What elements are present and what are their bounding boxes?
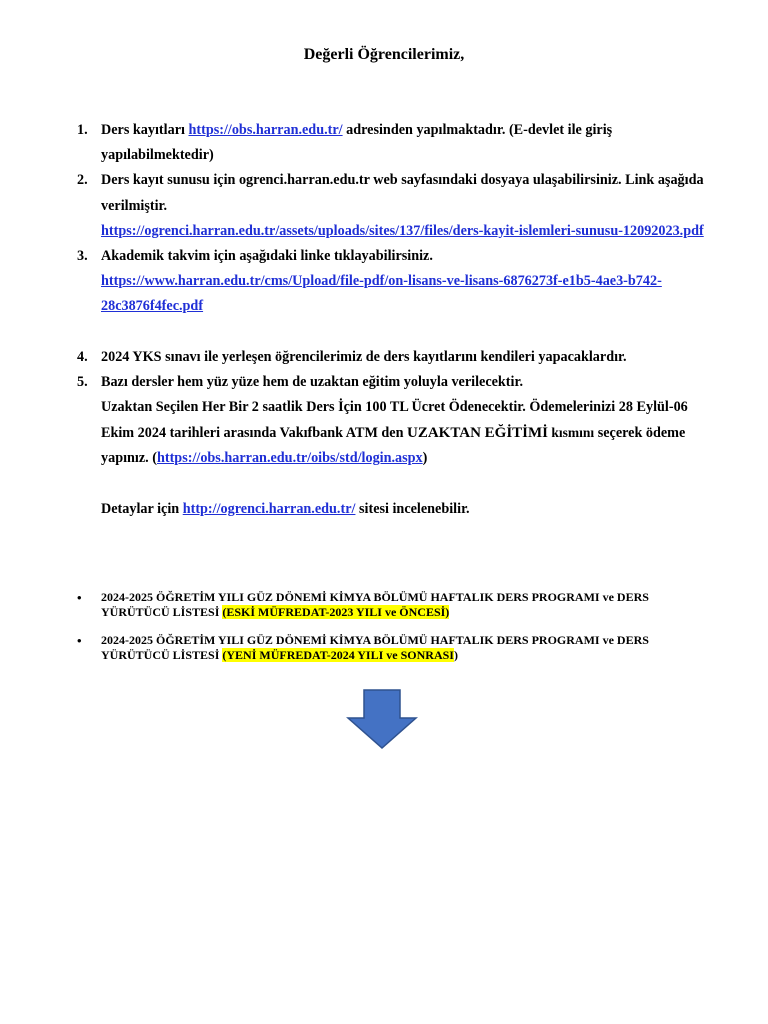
academic-calendar-link[interactable]: https://www.harran.edu.tr/cms/Upload/file-pdf/on-lisans-ve-lisans-6876273f-e1b5-4ae3-b742-28c3876f4fec.pdf	[101, 273, 662, 315]
item-number: 5.	[77, 373, 88, 390]
schedule-item-new-curriculum	[77, 633, 711, 663]
item-text: 2024 YKS sınavı ile yerleşen öğrencilerimiz de ders kayıtlarını kendileri yapacaklardır.	[101, 348, 627, 365]
item-number: 1.	[77, 122, 88, 138]
schedule-list	[77, 590, 711, 676]
student-site-link[interactable]: http://ogrenci.harran.edu.tr/	[182, 500, 356, 517]
item-number: 4.	[77, 348, 88, 365]
bullet-icon: •	[77, 633, 82, 648]
schedule-text-tail: )	[453, 648, 458, 662]
highlighted-text: (ESKİ MÜFREDAT-2023 YILI ve ÖNCESİ)	[222, 605, 450, 619]
details-text: sitesi incelenebilir.	[355, 500, 470, 517]
distance-education-label: UZAKTAN EĞİTİMİ	[407, 425, 549, 442]
list-item	[77, 168, 711, 244]
page-title: Değerli Öğrencilerimiz,	[303, 46, 465, 63]
fee-text: )	[422, 450, 428, 467]
schedule-item-old-curriculum	[77, 590, 711, 620]
item-text: Ders kayıt sunusu için ogrenci.harran.edu.tr web sayfasındaki dosyaya ulaşabilirsiniz. Link aşağıda verilmiştir.	[101, 172, 704, 214]
item-number: 3.	[77, 248, 88, 265]
item-text: Ders kayıtları	[101, 122, 189, 138]
item-text: Bazı dersler hem yüz yüze hem de uzaktan eğitim yoluyla verilecektir.	[101, 373, 524, 390]
list-item	[77, 345, 711, 370]
instructions-list	[77, 118, 711, 522]
obs-link[interactable]: https://obs.harran.edu.tr/	[188, 122, 343, 138]
item-text: adresinden yapılmaktadır. (E-devlet ile giriş yapılabilmektedir)	[101, 122, 613, 164]
list-item	[77, 370, 711, 522]
down-arrow-icon	[346, 688, 418, 750]
blank-line	[101, 320, 711, 345]
details-text: Detaylar için	[101, 500, 183, 517]
highlighted-text: (YENİ MÜFREDAT-2024 YILI ve SONRASI	[222, 648, 454, 662]
course-registration-presentation-link[interactable]: https://ogrenci.harran.edu.tr/assets/uploads/sites/137/files/ders-kayit-islemleri-sunusu-12092023.pdf	[101, 222, 704, 239]
fee-text: kısmını	[548, 425, 595, 441]
payment-login-link[interactable]: https://obs.harran.edu.tr/oibs/std/login.aspx	[156, 450, 423, 467]
schedule-text: 2024-2025 ÖĞRETİM YILI GÜZ DÖNEMİ KİMYA BÖLÜMÜ HAFTALIK DERS PROGRAMI ve DERS YÜRÜTÜCÜ LİSTESİ	[101, 633, 649, 662]
details-line	[101, 497, 711, 522]
fee-text: seçerek ödeme yapınız. (	[101, 425, 686, 467]
fee-text: Uzaktan Seçilen Her Bir 2 saatlik Ders İçin 100 TL Ücret Ödenecektir. Ödemelerinizi 28 Eylül-06 Ekim 2024 tarihleri arasında Vakıfbank ATM den	[101, 399, 688, 442]
item-text: Akademik takvim için aşağıdaki linke tıklayabilirsiniz.	[101, 248, 433, 265]
schedule-text: 2024-2025 ÖĞRETİM YILI GÜZ DÖNEMİ KİMYA BÖLÜMÜ HAFTALIK DERS PROGRAMI ve DERS YÜRÜTÜCÜ LİSTESİ	[101, 590, 649, 619]
item-number: 2.	[77, 172, 88, 189]
list-item	[77, 244, 711, 320]
list-item	[77, 118, 711, 168]
bullet-icon: •	[77, 590, 82, 605]
